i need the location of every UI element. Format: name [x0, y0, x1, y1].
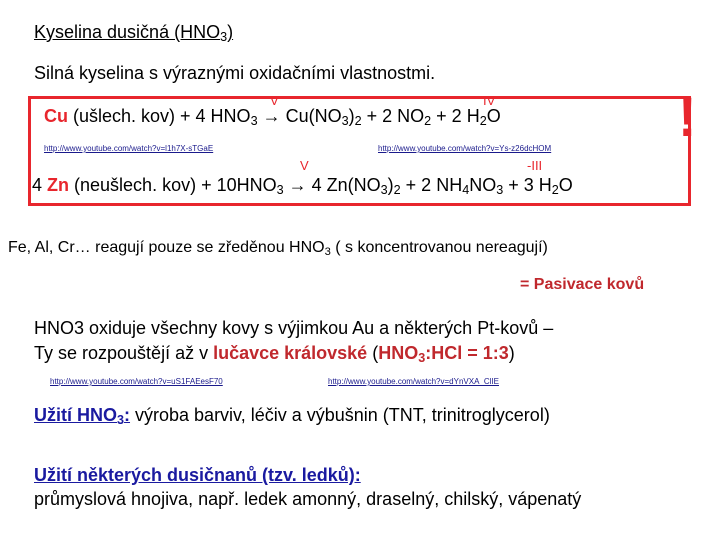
oxidation-number-v-2: V: [300, 158, 309, 173]
uses-hno3: Užití $HNO_3$: výroba barviv, léčiv a výbušnin (TNT, trinitroglycerol): [34, 405, 550, 428]
aqua-regia-line-2: Ty se rozpouštějí až v lučavce královské ($HNO_3:HCl$ = 1:3): [34, 343, 515, 366]
passivation-result: = Pasivace kovů: [520, 276, 645, 293]
aqua-regia-formula: $HNO_3:HCl$ = 1:3: [378, 343, 509, 366]
oxidation-number-v-1: V: [270, 93, 279, 108]
title-close: ): [227, 22, 234, 42]
subtitle: Silná kyselina s výraznými oxidačními vlastnostmi.: [34, 63, 436, 83]
page-title: [34, 22, 233, 43]
metal-zn: Zn: [47, 175, 70, 195]
nitrates-label: Užití některých dusičnanů (tzv. ledků):: [34, 465, 361, 485]
video-link-3[interactable]: http://www.youtube.com/watch?v=uS1FAEesF70: [50, 377, 223, 386]
title-text: Kyselina dusičná (HNO: [34, 22, 221, 42]
uses-label: Užití $HNO_3$:: [34, 405, 131, 428]
title-sub: 3: [220, 30, 228, 45]
exclamation-mark: !: [678, 85, 697, 148]
oxidation-number-iv: IV: [483, 93, 496, 108]
reaction-2: 4 Zn (neušlech. $kov) + 10HNO_3 \to 4$ $Zn(NO_3)_2 + 2$ $NH_4NO_3 + 3$ $H_2O$: [32, 175, 573, 198]
video-link-1[interactable]: http://www.youtube.com/watch?v=l1h7X-sTGaE: [44, 144, 214, 153]
aqua-regia-line-1: HNO3 oxiduje všechny kovy s výjimkou Au a některých Pt-kovů –: [34, 318, 554, 338]
video-link-2[interactable]: http://www.youtube.com/watch?v=Ys-z26dcHOM: [378, 144, 552, 153]
video-link-4[interactable]: http://www.youtube.com/watch?v=dYnVXA_ClIE: [328, 377, 499, 386]
passivation-text: Fe, Al, Cr… reagují pouze se zředěnou $HNO_3$ ( s koncentrovanou nereagují): [8, 239, 548, 258]
nitrates-text: průmyslová hnojiva, např. ledek amonný, draselný, chilský, vápenatý: [34, 489, 582, 509]
oxidation-number-minus-iii: -III: [527, 158, 543, 173]
aqua-regia-term: lučavce královské: [213, 343, 368, 363]
metal-cu: Cu: [44, 106, 68, 126]
reaction-1: Cu (ušlech. kov) + 4 $HNO_3 \to Cu(NO_3)_2 + 2$ $NO_2 + 2$ $H_2O$: [44, 106, 501, 129]
